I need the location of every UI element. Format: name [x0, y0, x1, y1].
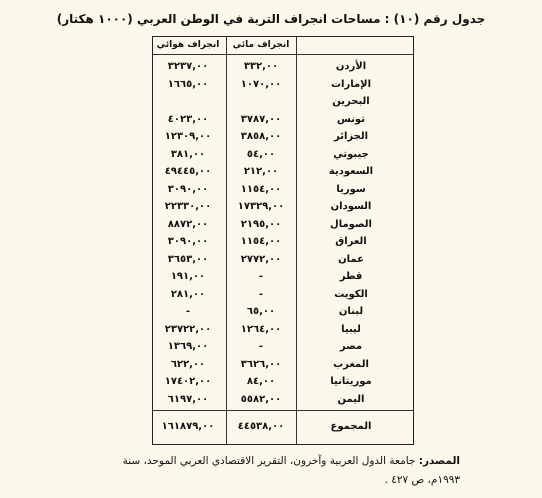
row-country: الكويت [334, 288, 368, 300]
header-rule [153, 54, 413, 55]
source-line-1: جامعة الدول العربية وآخرون، التقرير الاقتصادي العربي الموحد، سنة [122, 455, 416, 467]
row-water-erosion: ٨٤,٠٠ [246, 376, 276, 387]
row-water-erosion: ١٠٧٠,٠٠ [240, 78, 282, 90]
header-air-erosion: انجراف هوائي [156, 40, 220, 50]
row-country: المغرب [333, 358, 369, 370]
row-country: السودان [330, 201, 372, 212]
row-country: جيبوتي [333, 148, 369, 160]
row-water-erosion: ١٢٦٤,٠٠ [240, 323, 282, 335]
row-air-erosion: ٣٨١,٠٠ [170, 148, 206, 160]
row-water-erosion: - [258, 341, 264, 352]
row-air-erosion: ١٧٤٠٢,٠٠ [164, 376, 212, 387]
row-water-erosion: ٢١٩٥,٠٠ [240, 218, 282, 230]
row-country: تونس [337, 113, 365, 125]
row-water-erosion: ٣٣٢,٠٠ [243, 61, 279, 72]
row-country: عمان [338, 253, 364, 265]
row-air-erosion: ٣٢٣٧,٠٠ [167, 61, 209, 72]
row-air-erosion: ٦١٩٧,٠٠ [167, 393, 209, 405]
row-air-erosion: ٣٠٩٠,٠٠ [167, 183, 209, 195]
row-country: لبنان [338, 306, 364, 317]
row-air-erosion: ١٦٦٥,٠٠ [167, 78, 209, 90]
row-air-erosion: ١٢٣٠٩,٠٠ [164, 131, 212, 142]
row-country: موريتانيا [330, 376, 372, 387]
erosion-table [152, 36, 414, 445]
row-air-erosion: - [185, 306, 191, 317]
total-water: ٤٤٥٣٨,٠٠ [237, 421, 285, 432]
total-label: المجموع [330, 421, 372, 432]
row-country: الجزائر [333, 131, 368, 142]
row-country: البحرين [332, 96, 370, 107]
row-water-erosion: ٣٦٢٦,٠٠ [240, 358, 282, 370]
row-country: السعودية [328, 166, 374, 177]
row-country: الأردن [335, 61, 367, 72]
table-title: جدول رقم (١٠) : مساحات انجراف التربة في الوطن العربي (١٠٠٠ هكتار) [56, 12, 486, 26]
column-divider [296, 37, 297, 444]
row-water-erosion: ١١٥٤,٠٠ [240, 183, 282, 195]
row-water-erosion: ٥٤,٠٠ [246, 148, 276, 160]
row-country: اليمن [337, 393, 365, 405]
row-water-erosion [229, 93, 293, 110]
column-divider [226, 37, 227, 444]
row-country: قطر [339, 271, 363, 282]
row-water-erosion: ١١٥٤,٠٠ [240, 236, 282, 247]
source-note [80, 452, 460, 490]
row-water-erosion: ٦٥,٠٠ [246, 306, 276, 317]
row-air-erosion: ٨٨٧٢,٠٠ [167, 218, 209, 230]
row-water-erosion: ٣٨٥٨,٠٠ [240, 131, 282, 142]
row-air-erosion: ١٣٦٩,٠٠ [167, 341, 209, 352]
row-water-erosion: ٥٥٨٢,٠٠ [240, 393, 282, 405]
row-air-erosion: ١٩١,٠٠ [170, 271, 206, 282]
row-country: الإمارات [330, 78, 372, 90]
row-country: مصر [339, 341, 363, 352]
row-air-erosion: ٣٦٥٣,٠٠ [167, 253, 209, 265]
source-line-2: ١٩٩٣م، ص ٤٢٧ . [384, 474, 460, 486]
row-air-erosion: ٢٣٧٢٢,٠٠ [164, 323, 212, 335]
header-water-erosion: انجراف مائي [232, 40, 290, 50]
row-water-erosion: - [258, 271, 264, 282]
row-country: سوريا [336, 183, 366, 195]
row-air-erosion: ٤٩٤٤٥,٠٠ [164, 166, 212, 177]
row-air-erosion [153, 93, 223, 110]
row-country: العراق [335, 236, 367, 247]
row-water-erosion: ٢١٢,٠٠ [243, 166, 279, 177]
row-water-erosion: ٢٧٧٢,٠٠ [240, 253, 282, 265]
row-water-erosion: - [258, 288, 264, 300]
row-air-erosion: ٢٨١,٠٠ [170, 288, 206, 300]
row-water-erosion: ٣٧٨٧,٠٠ [240, 113, 282, 125]
row-country: الصومال [330, 218, 372, 230]
row-air-erosion: ٣٠٩٠,٠٠ [167, 236, 209, 247]
row-country: ليبيا [341, 323, 361, 335]
total-rule [153, 410, 413, 411]
row-air-erosion: ٢٢٣٣٠,٠٠ [164, 201, 212, 212]
total-air: ١٦١٨٧٩,٠٠ [161, 421, 215, 432]
row-air-erosion: ٦٢٢,٠٠ [170, 358, 206, 370]
source-label: المصدر: [418, 455, 460, 467]
row-water-erosion: ١٧٣٢٩,٠٠ [237, 201, 285, 212]
row-air-erosion: ٤٠٢٣,٠٠ [167, 113, 209, 125]
